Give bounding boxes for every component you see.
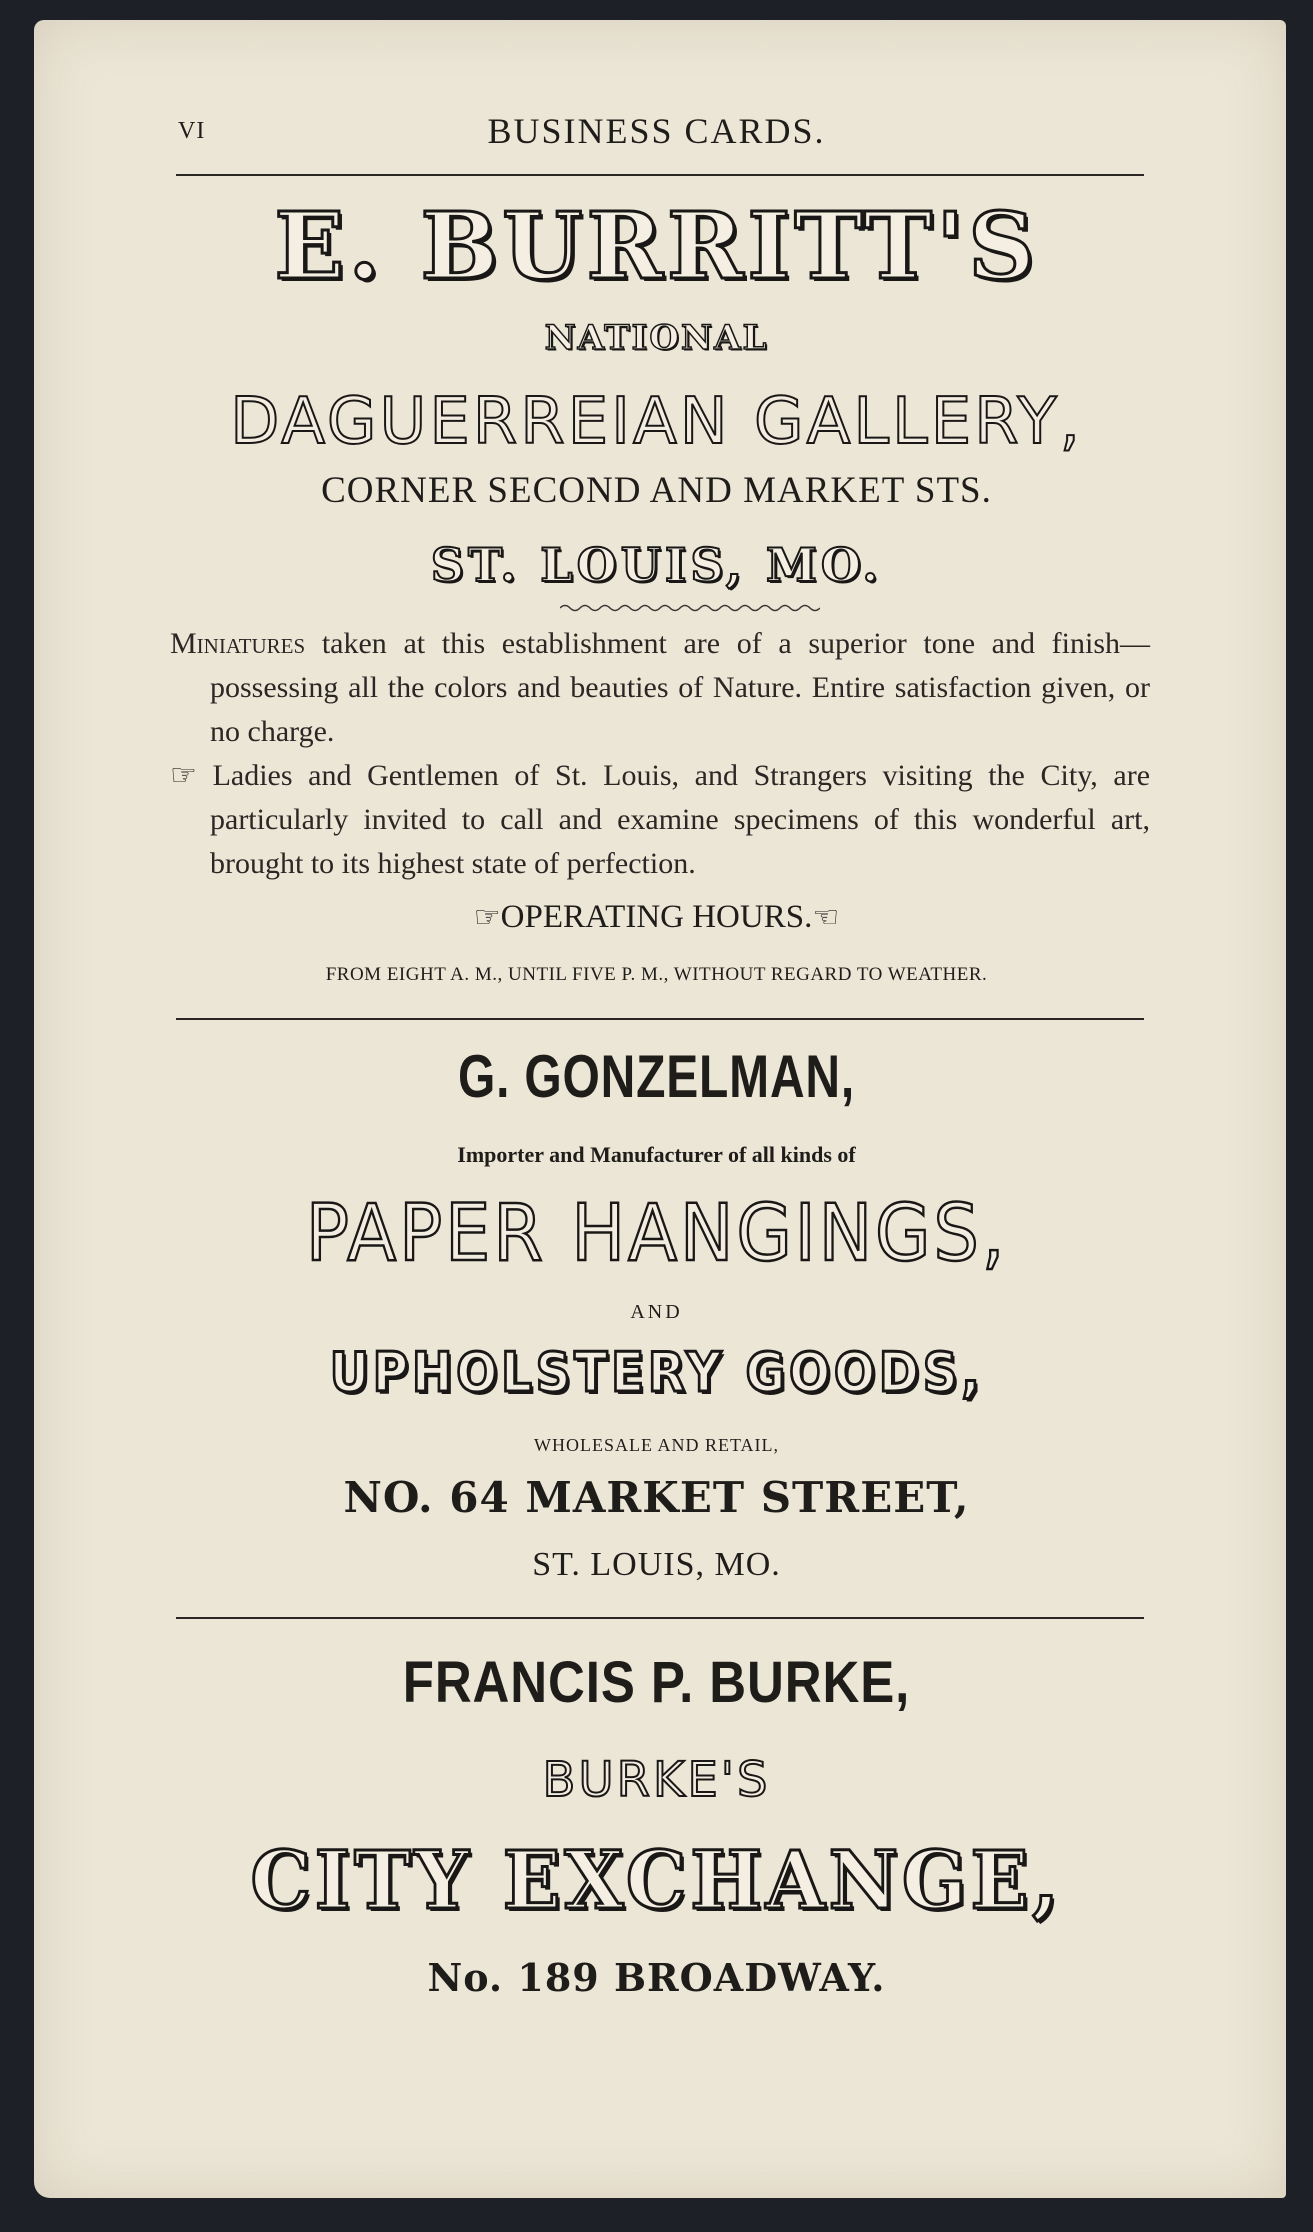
burritt-city: ST. LOUIS, MO. (430, 538, 883, 592)
burritt-gallery: DAGUERREIAN GALLERY, (230, 385, 1083, 459)
gonzelman-product-2: UPHOLSTERY GOODS, (329, 1341, 984, 1404)
burritt-address: CORNER SECOND AND MARKET STS. (321, 470, 992, 511)
burritt-national: NATIONAL (544, 318, 769, 358)
burritt-paragraph-1-lead: Miniatures (170, 627, 306, 660)
page-header (0, 110, 1313, 170)
running-title: BUSINESS CARDS. (487, 111, 826, 151)
section-rule (176, 1018, 1144, 1020)
burritt-paragraph-1-rest: taken at this establishment are of a superior tone and finish—possessing all the colors and beauties of Nature. Entire satisfaction given, or no charge. (210, 627, 1150, 748)
pointing-hand-left-icon: ☜ (812, 900, 840, 935)
pointing-hand-right-icon: ☞ (170, 758, 197, 793)
burke-name: FRANCIS P. BURKE, (402, 1650, 911, 1715)
gonzelman-city: ST. LOUIS, MO. (532, 1546, 781, 1583)
burritt-paragraph-1 (170, 622, 1150, 754)
gonzelman-product-1: PAPER HANGINGS, (305, 1189, 1008, 1279)
gonzelman-trade: WHOLESALE AND RETAIL, (533, 1435, 780, 1455)
gonzelman-tagline: Importer and Manufacturer of all kinds of (457, 1142, 856, 1167)
section-rule (176, 1617, 1144, 1619)
burritt-hours-detail: FROM EIGHT A. M., UNTIL FIVE P. M., WITHOUT REGARD TO WEATHER. (325, 964, 988, 985)
header-rule (176, 174, 1144, 176)
burritt-paragraph-2 (170, 754, 1150, 886)
burke-possessive: BURKE'S (542, 1752, 771, 1808)
gonzelman-and: AND (630, 1301, 683, 1323)
burritt-hours-title (0, 895, 1313, 940)
pointing-hand-right-icon: ☞ (473, 900, 501, 935)
burke-business: CITY EXCHANGE, (250, 1833, 1063, 1927)
burritt-paragraph-2-text: Ladies and Gentlemen of St. Louis, and Strangers visiting the City, are particularly invited to call and examine specimens of this wonderful art, brought to its highest state of perfection. (210, 759, 1151, 880)
gonzelman-name: G. GONZELMAN, (457, 1043, 856, 1110)
gonzelman-address: NO. 64 MARKET STREET, (343, 1473, 970, 1522)
wavy-divider (560, 603, 820, 613)
hours-title-text: OPERATING HOURS. (500, 899, 813, 935)
page-number: VI (178, 118, 206, 144)
burke-address: No. 189 BROADWAY. (427, 1955, 886, 2000)
burritt-name: E. BURRITT'S (274, 192, 1039, 300)
burritt-description (170, 622, 1150, 886)
